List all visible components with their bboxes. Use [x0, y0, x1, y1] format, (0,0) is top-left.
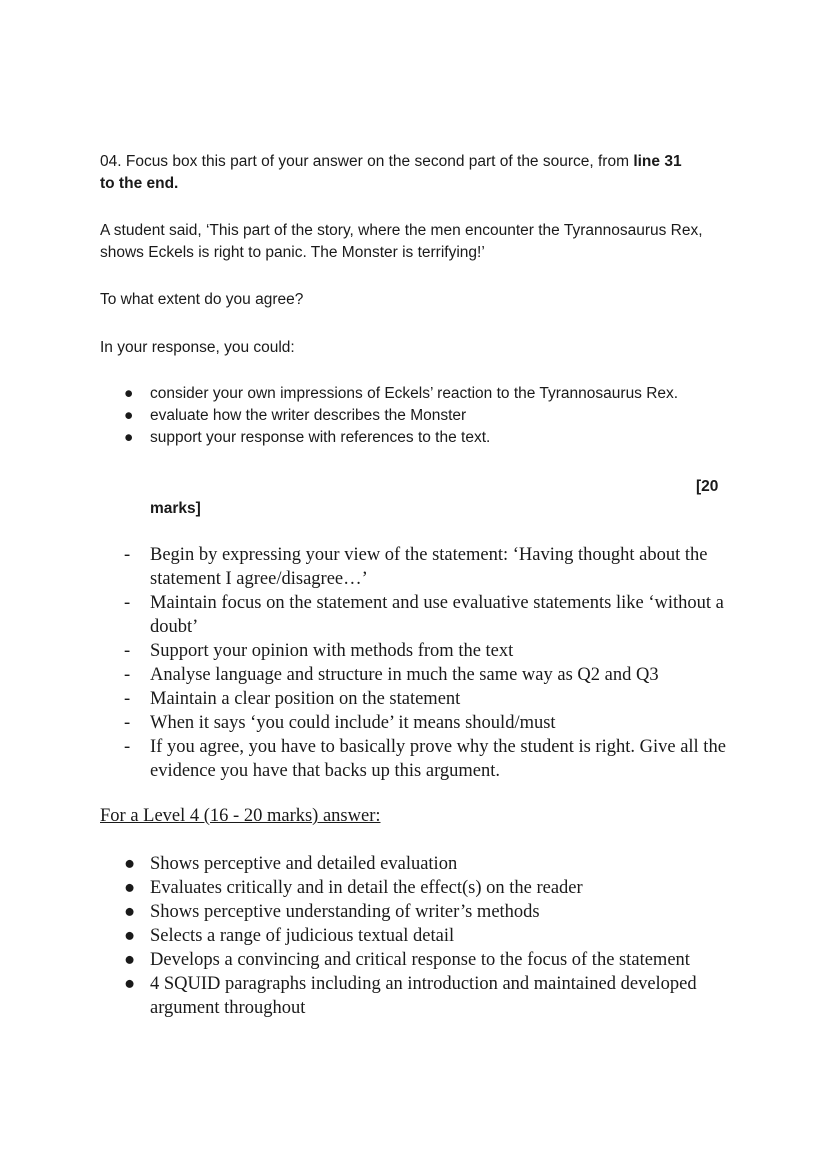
dash-icon: - — [124, 593, 131, 613]
list-item: - Analyse language and structure in much the same way as Q2 and Q3 — [124, 665, 659, 685]
bullet-icon: ● — [124, 878, 136, 898]
dash-icon: - — [124, 713, 131, 733]
list-item: - Support your opinion with methods from the text — [124, 641, 514, 661]
list-item: - Begin by expressing your view of the statement: ‘Having thought about the statement I agree/disagree…’ — [124, 545, 708, 589]
question-intro-text: 04. Focus box this part of your answer on the second part of the source, from — [100, 153, 634, 170]
list-item: ● 4 SQUID paragraphs including an introduction and maintained developed argument throughout — [124, 974, 697, 1018]
list-item: ● Shows perceptive understanding of writer’s methods — [124, 902, 540, 922]
response-intro: In your response, you could: — [100, 339, 295, 356]
dash-icon: - — [124, 545, 131, 565]
dash-icon: - — [124, 689, 131, 709]
bullet-icon: ● — [124, 950, 136, 970]
list-item: ● Shows perceptive and detailed evaluation — [124, 854, 458, 874]
level4-heading: For a Level 4 (16 - 20 marks) answer: — [100, 806, 381, 826]
list-item: ● Evaluates critically and in detail the effect(s) on the reader — [124, 878, 583, 898]
list-item: - Maintain a clear position on the statement — [124, 689, 461, 709]
marks-label-line2: marks] — [150, 500, 201, 517]
list-item: ● consider your own impressions of Eckels’ reaction to the Tyrannosaurus Rex. — [100, 383, 780, 405]
marks-label-line1: [20 — [696, 478, 719, 495]
list-item: ● Selects a range of judicious textual detail — [124, 926, 455, 946]
bullet-icon: ● — [124, 974, 136, 994]
tips-list — [100, 543, 730, 783]
list-item: ● support your response with references to the text. — [100, 427, 780, 449]
question-heading — [100, 151, 730, 195]
bullet-icon: ● — [124, 926, 136, 946]
bullet-icon: ● — [124, 429, 134, 446]
list-item: ● evaluate how the writer describes the Monster — [100, 405, 780, 427]
bullet-icon: ● — [124, 385, 134, 402]
response-suggestions-list — [100, 383, 780, 449]
question-intro-bold-end: to the end. — [100, 175, 179, 192]
bullet-icon: ● — [124, 854, 136, 874]
question-prompt: To what extent do you agree? — [100, 291, 304, 308]
list-item: - Maintain focus on the statement and use evaluative statements like ‘without a doubt’ — [124, 593, 724, 637]
level4-criteria-list — [100, 852, 700, 1020]
bullet-icon: ● — [124, 902, 136, 922]
list-item: - When it says ‘you could include’ it means should/must — [124, 713, 556, 733]
dash-icon: - — [124, 737, 131, 757]
bullet-icon: ● — [124, 407, 134, 424]
dash-icon: - — [124, 665, 131, 685]
dash-icon: - — [124, 641, 131, 661]
list-item: ● Develops a convincing and critical response to the focus of the statement — [124, 950, 690, 970]
question-intro-bold-line: line 31 — [633, 153, 682, 170]
list-item: - If you agree, you have to basically prove why the student is right. Give all the evidence you have that backs up this argument. — [124, 737, 726, 781]
student-statement: A student said, ‘This part of the story, where the men encounter the Tyrannosaurus Rex, shows Eckels is right to panic. The Monster is terrifying!’ — [100, 222, 703, 261]
